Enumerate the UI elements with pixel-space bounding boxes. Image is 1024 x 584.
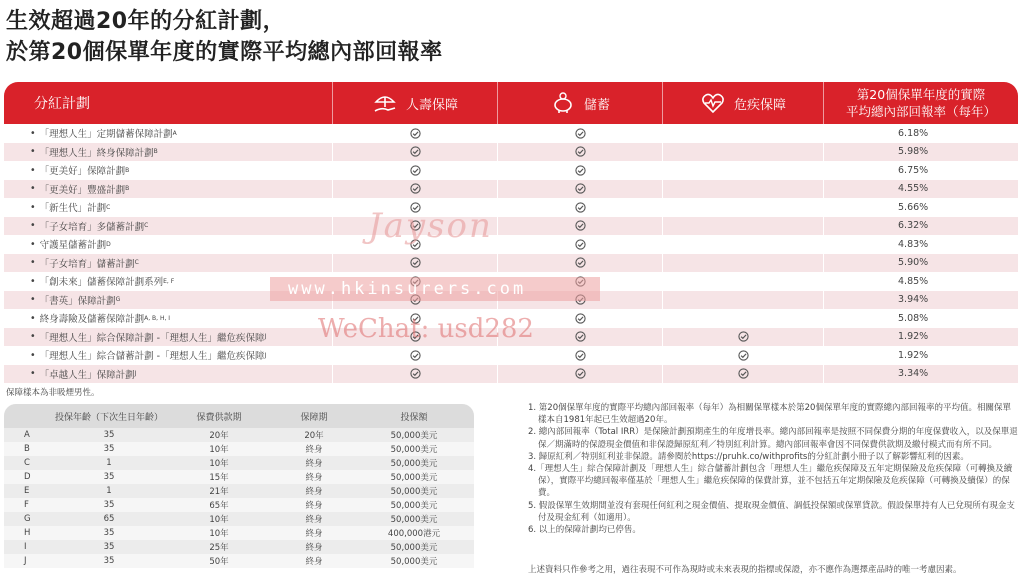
plan-sup: B [153, 148, 158, 156]
sample-row [4, 470, 474, 484]
check-circle-icon [410, 257, 421, 268]
plan-critical-cell [662, 328, 823, 347]
sample-coverage: 終身 [305, 487, 323, 497]
plan-name-text: 終身壽險及儲蓄保障計劃 [39, 314, 145, 326]
plan-row [4, 180, 1018, 199]
plan-life-cell [332, 254, 497, 273]
sample-id: F [24, 500, 29, 510]
plan-sup: J [264, 351, 267, 359]
sample-header-premium-term: 保費供款期 [196, 412, 242, 423]
piggy-bank-icon [550, 90, 576, 116]
plan-name-text: 「卓越人生」保障計劃 [39, 369, 135, 381]
plan-critical-cell [662, 365, 823, 384]
umbrella-hand-icon [372, 90, 398, 116]
check-circle-icon [575, 239, 586, 250]
sample-coverage: 終身 [305, 557, 323, 567]
plan-sup: J [264, 333, 267, 341]
plan-life-cell [332, 180, 497, 199]
footnote: 4.「理想人生」綜合保障計劃及「理想人生」綜合儲蓄計劃包含「理想人生」繼危疾保障及五年定期保險及危疾保障（可轉換及續保），實際平均總回報率僅基於「理想人生」繼危疾保障的保費計算，並不包括五年定期保險及危疾保障（可轉換及續保）的保費。 [528, 464, 1013, 499]
sample-age: 35 [103, 472, 115, 482]
sample-coverage: 終身 [305, 473, 323, 483]
bullet: • [30, 349, 36, 361]
plan-rate: 3.34% [823, 365, 1018, 384]
plan-name-text: 「更美好」豐盛計劃 [39, 184, 126, 196]
footnotes [528, 402, 1018, 536]
plan-sup: J [134, 370, 137, 378]
sample-row [4, 554, 474, 568]
plan-rate: 6.32% [823, 217, 1018, 236]
plan-rate: 1.92% [823, 346, 1018, 365]
sample-coverage: 終身 [305, 501, 323, 511]
plan-sup: C [134, 259, 139, 267]
header-rate-line-1: 第20個保單年度的實際 [856, 87, 986, 102]
bullet: • [30, 183, 36, 195]
sample-id: I [24, 542, 27, 552]
plan-rate: 6.18% [823, 124, 1018, 143]
plan-name [4, 198, 332, 217]
plan-critical-cell [662, 346, 823, 365]
bullet: • [30, 275, 36, 287]
plan-sup: A, B, H, I [144, 314, 171, 322]
footnote: 5. 假設保單生效期間並沒有套現任何紅利之現金價值、提取現金價值、調低投保額或保單貸款。假設保單持有人已兌現所有現金支付及現金紅利（如適用）。 [528, 500, 1015, 523]
plan-row [4, 143, 1018, 162]
plan-name [4, 365, 332, 384]
sample-coverage: 終身 [305, 515, 323, 525]
header-life-label: 人壽保障 [405, 97, 458, 113]
sample-row [4, 428, 474, 442]
plan-name-text: 「理想人生」定期儲蓄保障計劃 [39, 129, 173, 141]
plan-savings-cell [497, 254, 662, 273]
plan-name-text: 「子女培育」多儲蓄計劃 [39, 221, 145, 233]
bullet: • [30, 127, 36, 139]
sample-id: H [24, 528, 31, 538]
bullet: • [30, 238, 36, 250]
sample-row [4, 526, 474, 540]
bullet: • [30, 331, 36, 343]
title-line-1: 生效超過20年的分紅計劃， [6, 9, 286, 34]
plan-sup: E, F [163, 277, 175, 285]
sample-rows [4, 428, 474, 568]
sample-age: 1 [106, 458, 112, 468]
sample-row [4, 456, 474, 470]
sample-id: G [24, 514, 31, 524]
check-circle-icon [575, 202, 586, 213]
bullet: • [30, 368, 36, 380]
plan-savings-cell [497, 180, 662, 199]
sample-premium-term: 10年 [209, 529, 229, 539]
sample-note: 保障樣本為非吸煙男性。 [6, 388, 100, 398]
plan-life-cell [332, 346, 497, 365]
plan-rate: 5.98% [823, 143, 1018, 162]
footnote: 2. 總內部回報率（Total IRR）是保險計劃預期產生的年度增長率。總內部回報率是按照不同保費分期的年度保費收入，以及保單退保／期滿時的保證現金價值和非保證歸原紅利／特別紅利計算。總內部回報率會因不同保費供款期及繳付模式而有所不同。 [528, 427, 1018, 450]
plan-critical-cell [662, 198, 823, 217]
sample-table-header [4, 404, 474, 428]
plan-name-text: 「更美好」保障計劃 [39, 166, 126, 178]
sample-premium-term: 10年 [209, 459, 229, 469]
sample-premium-term: 50年 [209, 557, 229, 567]
sample-premium-term: 10年 [209, 515, 229, 525]
plan-critical-cell [662, 180, 823, 199]
plan-row [4, 365, 1018, 384]
plan-sup: C [106, 203, 111, 211]
sample-sum-insured: 50,000美元 [390, 501, 438, 511]
plan-savings-cell [497, 235, 662, 254]
header-rate [823, 82, 1018, 124]
check-circle-icon [410, 350, 421, 361]
check-circle-icon [575, 313, 586, 324]
check-circle-icon [575, 257, 586, 268]
sample-row [4, 484, 474, 498]
plan-name-text: 「新生代」計劃 [39, 203, 107, 215]
plan-rate: 3.94% [823, 291, 1018, 310]
sample-coverage: 20年 [304, 431, 324, 441]
check-circle-icon [575, 165, 586, 176]
footnote: 3. 歸原紅利／特別紅利並非保證。請參閱於https://pruhk.co/withprofits的分紅計劃小冊子以了解影響紅利的因素。 [528, 451, 969, 462]
footnote: 6. 以上的保障計劃均已停售。 [528, 525, 641, 536]
plan-rate: 5.90% [823, 254, 1018, 273]
header-savings-label: 儲蓄 [583, 97, 610, 113]
plan-rate: 4.83% [823, 235, 1018, 254]
header-plan: 分紅計劃 [34, 96, 90, 112]
plan-row [4, 235, 1018, 254]
sample-premium-term: 25年 [209, 543, 229, 553]
check-circle-icon [575, 146, 586, 157]
plan-critical-cell [662, 254, 823, 273]
plan-name [4, 254, 332, 273]
plan-name [4, 143, 332, 162]
sample-sum-insured: 50,000美元 [390, 473, 438, 483]
watermark-site: www.hkinsurers.com [288, 279, 527, 299]
plan-name-text: 「子女培育」儲蓄計劃 [39, 258, 135, 270]
disclaimer: 上述資料只作參考之用，過往表現不可作為現時或未來表現的指標或保證，亦不應作為選擇產品時的唯一考慮因素。 [528, 565, 962, 575]
plan-rate: 6.75% [823, 161, 1018, 180]
check-circle-icon [410, 368, 421, 379]
plan-critical-cell [662, 143, 823, 162]
check-circle-icon [738, 368, 749, 379]
sample-row [4, 498, 474, 512]
plan-name [4, 235, 332, 254]
plan-name [4, 309, 332, 328]
bullet: • [30, 257, 36, 269]
sample-header-age: 投保年齡（下次生日年齡） [54, 412, 163, 423]
plan-name-text: 「理想人生」終身保障計劃 [39, 147, 154, 159]
plan-sup: D [106, 240, 111, 248]
header-savings [497, 82, 662, 124]
sample-sum-insured: 50,000美元 [390, 459, 438, 469]
plan-savings-cell [497, 198, 662, 217]
footnote: 1. 第20個保單年度的實際平均總內部回報率（每年）為相關保單樣本於第20個保單年度的實際總內部回報率的平均值。相關保單樣本自1981年起已生效超過20年。 [528, 403, 1011, 426]
plan-life-cell [332, 365, 497, 384]
plan-sup: C [144, 222, 149, 230]
sample-table [4, 404, 474, 568]
sample-id: E [24, 486, 30, 496]
check-circle-icon [575, 183, 586, 194]
plan-name-text: 守護星儲蓄計劃 [39, 240, 107, 252]
bullet: • [30, 201, 36, 213]
plan-name [4, 180, 332, 199]
sample-id: B [24, 444, 30, 454]
plan-name [4, 346, 332, 365]
check-circle-icon [575, 220, 586, 231]
check-circle-icon [410, 146, 421, 157]
plan-critical-cell [662, 235, 823, 254]
check-circle-icon [575, 350, 586, 361]
sample-id: C [24, 458, 30, 468]
plan-row [4, 124, 1018, 143]
plan-savings-cell [497, 217, 662, 236]
check-circle-icon [575, 368, 586, 379]
plan-life-cell [332, 143, 497, 162]
check-circle-icon [738, 331, 749, 342]
check-circle-icon [738, 350, 749, 361]
page-title [6, 6, 443, 68]
plan-savings-cell [497, 124, 662, 143]
plan-savings-cell [497, 346, 662, 365]
bullet: • [30, 146, 36, 158]
bullet: • [30, 294, 36, 306]
sample-age: 35 [103, 542, 115, 552]
plan-name [4, 161, 332, 180]
sample-premium-term: 10年 [209, 445, 229, 455]
sample-sum-insured: 50,000美元 [390, 431, 438, 441]
watermark-name: Jayson [368, 206, 493, 246]
plan-critical-cell [662, 124, 823, 143]
sample-premium-term: 20年 [209, 431, 229, 441]
sample-age: 35 [103, 500, 115, 510]
plan-rate: 4.85% [823, 272, 1018, 291]
plan-critical-cell [662, 217, 823, 236]
plan-row [4, 217, 1018, 236]
check-circle-icon [575, 128, 586, 139]
plan-rate: 5.66% [823, 198, 1018, 217]
sample-coverage: 終身 [305, 543, 323, 553]
check-circle-icon [410, 183, 421, 194]
bullet: • [30, 312, 36, 324]
sample-header-sum-insured: 投保額 [400, 412, 428, 423]
plan-critical-cell [662, 272, 823, 291]
sample-sum-insured: 50,000美元 [390, 515, 438, 525]
sample-age: 35 [103, 430, 115, 440]
plan-sup: B [125, 166, 130, 174]
bullet: • [30, 220, 36, 232]
sample-sum-insured: 50,000美元 [390, 445, 438, 455]
sample-coverage: 終身 [305, 459, 323, 469]
sample-age: 35 [103, 528, 115, 538]
plan-row [4, 346, 1018, 365]
plan-name-text: 「創未來」儲蓄保障計劃系列 [39, 277, 164, 289]
sample-premium-term: 65年 [209, 501, 229, 511]
plan-name-text: 「理想人生」綜合儲蓄計劃 -「理想人生」繼危疾保障 [39, 351, 265, 363]
check-circle-icon [575, 331, 586, 342]
sample-id: D [24, 472, 31, 482]
plan-name [4, 124, 332, 143]
plan-rate: 1.92% [823, 328, 1018, 347]
sample-sum-insured: 400,000港元 [387, 529, 441, 539]
header-life [332, 82, 497, 124]
plan-rows [4, 124, 1018, 383]
sample-coverage: 終身 [305, 445, 323, 455]
plan-sup: B [125, 185, 130, 193]
plan-sup: G [115, 296, 121, 304]
sample-sum-insured: 50,000美元 [390, 557, 438, 567]
sample-premium-term: 15年 [209, 473, 229, 483]
plan-row [4, 198, 1018, 217]
plan-savings-cell [497, 161, 662, 180]
plan-name-text: 「書英」保障計劃 [39, 295, 116, 307]
sample-sum-insured: 50,000美元 [390, 543, 438, 553]
plan-row [4, 254, 1018, 273]
check-circle-icon [410, 128, 421, 139]
bullet: • [30, 164, 36, 176]
plan-table-header [4, 82, 1018, 124]
sample-row [4, 442, 474, 456]
sample-age: 35 [103, 444, 115, 454]
sample-id: A [24, 430, 30, 440]
sample-premium-term: 21年 [209, 487, 229, 497]
plan-sup: A [172, 129, 177, 137]
sample-header-coverage: 保障期 [300, 412, 328, 423]
sample-coverage: 終身 [305, 529, 323, 539]
sample-row [4, 512, 474, 526]
watermark-wechat: WeChat: usd282 [318, 314, 534, 344]
plan-rate: 4.55% [823, 180, 1018, 199]
sample-age: 35 [103, 556, 115, 566]
plan-critical-cell [662, 291, 823, 310]
header-rate-line-2: 平均總內部回報率（每年） [845, 104, 996, 119]
check-circle-icon [410, 165, 421, 176]
plan-life-cell [332, 124, 497, 143]
sample-age: 65 [103, 514, 115, 524]
plan-critical-cell [662, 309, 823, 328]
plan-life-cell [332, 161, 497, 180]
plan-critical-cell [662, 161, 823, 180]
sample-sum-insured: 50,000美元 [390, 487, 438, 497]
heartbeat-icon [700, 90, 726, 116]
plan-savings-cell [497, 143, 662, 162]
plan-rate: 5.08% [823, 309, 1018, 328]
plan-name-text: 「理想人生」綜合保障計劃 -「理想人生」繼危疾保障 [39, 332, 265, 344]
plan-name [4, 217, 332, 236]
header-critical [662, 82, 823, 124]
sample-id: J [24, 556, 27, 566]
plan-savings-cell [497, 365, 662, 384]
sample-age: 1 [106, 486, 112, 496]
header-critical-label: 危疾保障 [733, 97, 786, 113]
sample-row [4, 540, 474, 554]
plan-name [4, 328, 332, 347]
title-line-2: 於第20個保單年度的實際平均總內部回報率 [6, 40, 443, 65]
plan-row [4, 161, 1018, 180]
